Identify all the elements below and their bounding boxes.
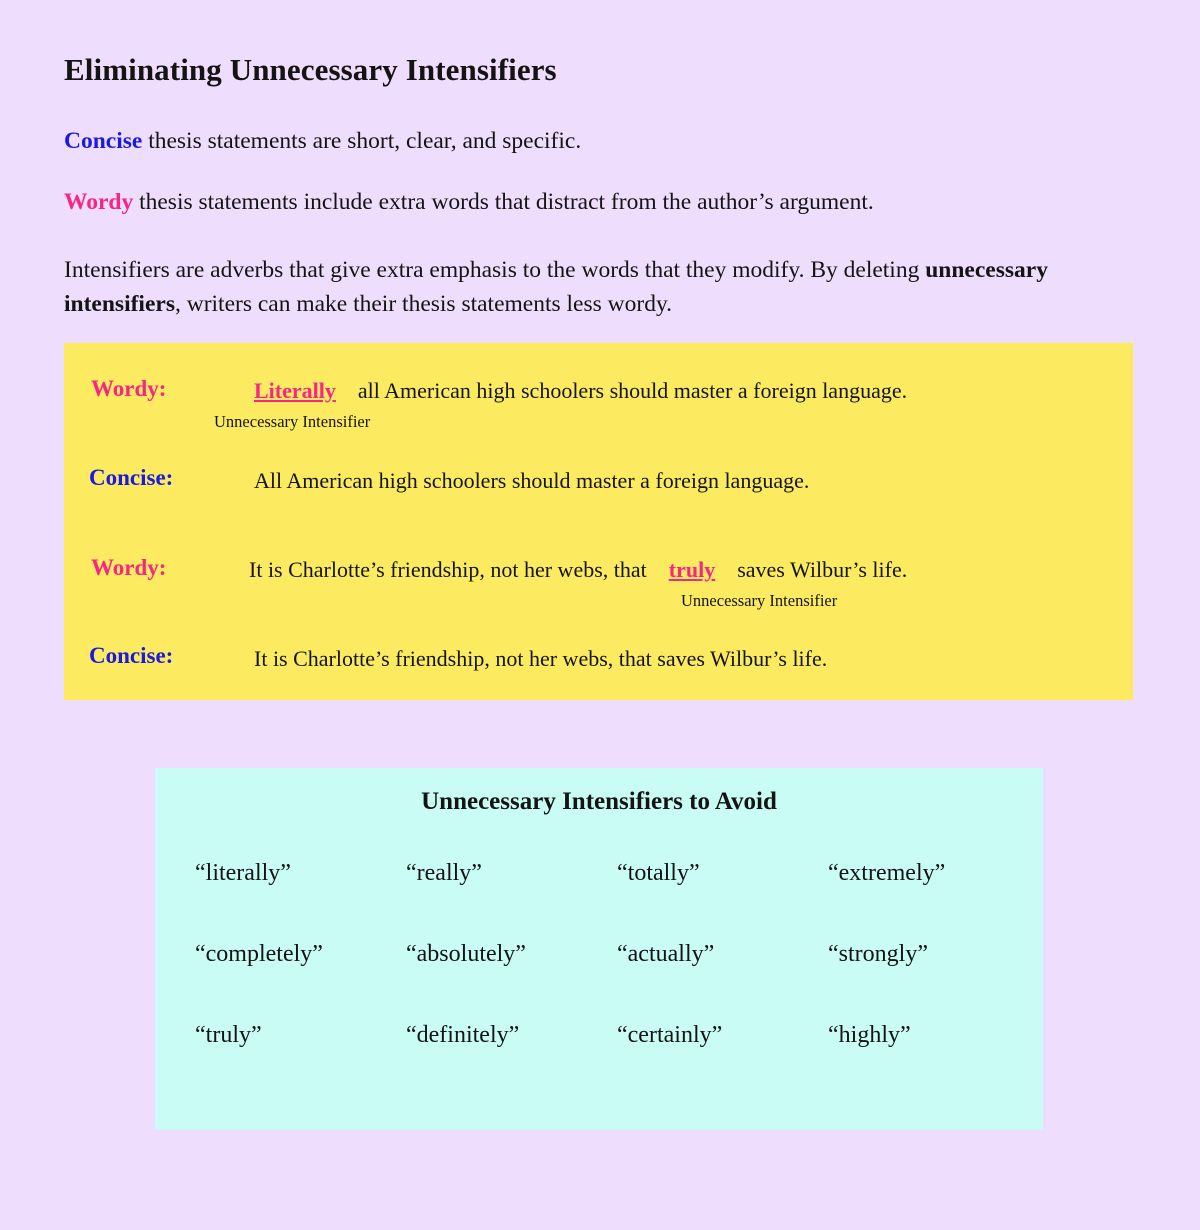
avoid-word-grid [155, 860, 1043, 1049]
intro-line-wordy-text: thesis statements include extra words that distract from the author’s argument. [133, 189, 874, 215]
intro-paragraph-definition [64, 253, 1154, 321]
keyword-concise: Concise [64, 128, 143, 154]
avoid-word: “highly” [828, 1022, 911, 1048]
example-sentence-wordy-1 [254, 378, 907, 404]
definition-text-part1: Intensifiers are adverbs that give extra emphasis to the words that they modify. By deleting [64, 257, 926, 283]
example-sentence-concise-2: It is Charlotte’s friendship, not her webs, that saves Wilbur’s life. [254, 646, 828, 671]
annotation-unnecessary-intensifier-2: Unnecessary Intensifier [681, 591, 838, 610]
avoid-word-row [155, 860, 1043, 887]
definition-text-part2: , writers can make their thesis statements less wordy. [174, 291, 673, 317]
avoid-word: “extremely” [828, 860, 946, 886]
example-label-wordy: Wordy: [91, 555, 167, 580]
page-title: Eliminating Unnecessary Intensifiers [64, 52, 557, 87]
example-sentence-wordy-2-after: saves Wilbur’s life. [737, 557, 908, 582]
keyword-wordy: Wordy [64, 189, 134, 215]
intro-line-wordy [64, 185, 874, 219]
avoid-word: “definitely” [406, 1022, 520, 1048]
example-sentence-wordy-2-before: It is Charlotte’s friendship, not her webs, that [249, 557, 647, 582]
avoid-word: “totally” [617, 860, 700, 886]
avoid-word: “truly” [195, 1022, 262, 1048]
avoid-word: “actually” [617, 941, 715, 967]
intensifier-truly: truly [668, 557, 716, 582]
example-box [64, 343, 1133, 700]
avoid-word: “strongly” [828, 941, 928, 967]
avoid-word: “absolutely” [406, 941, 526, 967]
example-label-concise: Concise: [89, 465, 174, 490]
avoid-word-row [155, 1022, 1043, 1049]
avoid-word: “literally” [195, 860, 291, 886]
avoid-box-title: Unnecessary Intensifiers to Avoid [421, 788, 777, 815]
avoid-word: “completely” [195, 941, 323, 967]
intro-line-concise [64, 124, 581, 158]
example-label-concise: Concise: [89, 643, 174, 668]
annotation-unnecessary-intensifier-1: Unnecessary Intensifier [214, 412, 371, 431]
example-sentence-wordy-1-rest: all American high schoolers should master a foreign language. [357, 378, 908, 403]
example-sentence-wordy-2 [249, 557, 907, 583]
intro-line-concise-text: thesis statements are short, clear, and specific. [142, 128, 582, 154]
example-sentence-concise-1: All American high schoolers should master a foreign language. [254, 468, 810, 493]
example-label-wordy: Wordy: [91, 376, 167, 401]
intensifier-literally: Literally [254, 378, 336, 403]
avoid-word-row [155, 941, 1043, 968]
intensifiers-to-avoid-box [155, 768, 1043, 1130]
avoid-word: “really” [406, 860, 482, 886]
definition-bold-term: unnecessary intensifiers [64, 257, 1048, 317]
avoid-word: “certainly” [617, 1022, 723, 1048]
